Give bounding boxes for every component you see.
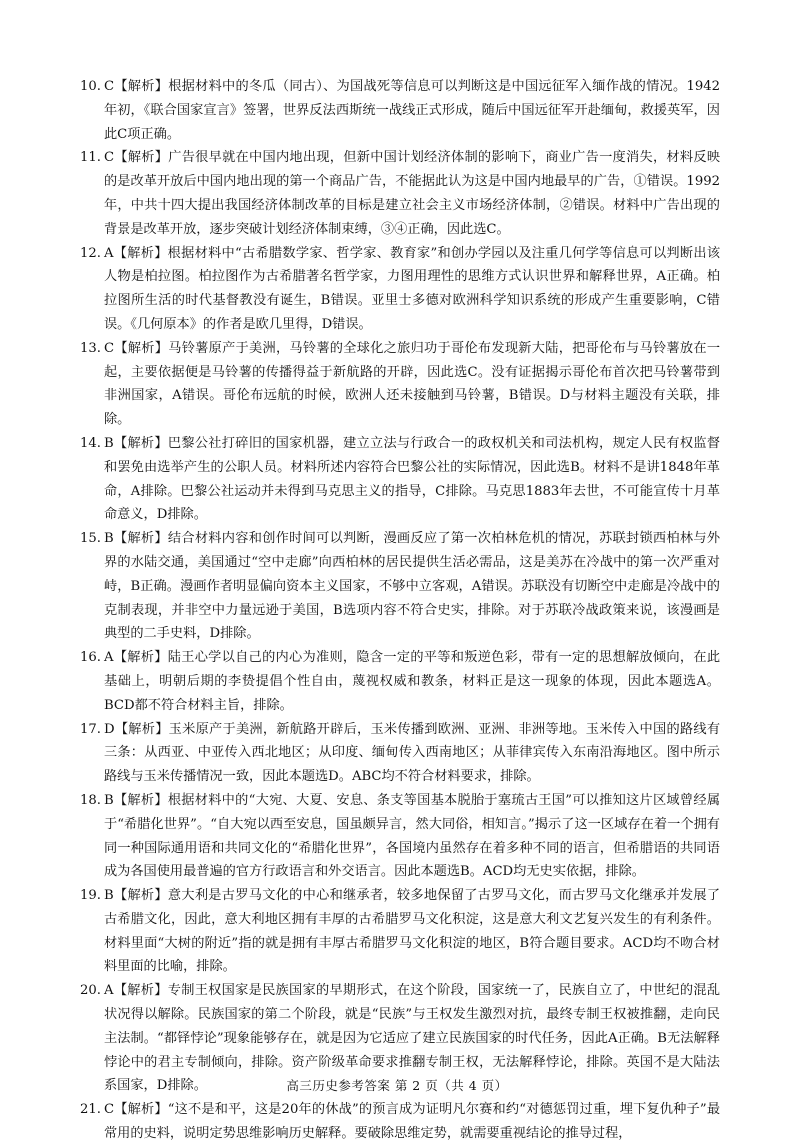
analysis-tag: 【解析】 [114, 79, 169, 94]
answer-item-18 [80, 789, 720, 884]
analysis-tag: 【解析】 [113, 435, 168, 451]
analysis-tag: 【解析】 [113, 888, 168, 904]
analysis-text: 根据材料中的“大宛、大夏、安息、条支等国基本脱胎于塞琉古王国”可以推知这片区域曾经属于“希腊化世界”。“自大宛以西至安息，国虽颇异言，然大同俗，相知言。”揭示了这一区域存在着一个拥有同一种国际通用语和共同文化的“希腊化世界”，各国境内虽然存在着多种不同的语言，但希腊语的共同语成为各国使用最普遍的官方行政语言和外交语言。因此本题选B。ACD均无史实依据，排除。 [104, 792, 721, 880]
answer-body [104, 1098, 720, 1146]
answer-choice: C [104, 1102, 115, 1118]
question-number: 12. [80, 245, 101, 261]
question-number: 20. [80, 983, 101, 999]
answer-item-11 [80, 146, 720, 241]
analysis-tag: 【解析】 [113, 245, 168, 261]
answer-body [104, 146, 720, 241]
question-number: 10. [80, 79, 101, 94]
answer-choice: B [104, 435, 114, 451]
analysis-text: 意大利是古罗马文化的中心和继承者，较多地保留了古罗马文化，而古罗马文化继承并发展了古希腊文化，因此，意大利地区拥有丰厚的古希腊罗马文化积淀，这是意大利文艺复兴发生的有利条件。材料里面“大树的附近”指的就是拥有丰厚古希腊罗马文化积淀的地区，B符合题目要求。ACD均不吻合材料里面的比喻，排除。 [104, 888, 721, 975]
answer-body [104, 718, 720, 789]
answer-choice: B [104, 531, 114, 547]
answer-item-19 [80, 884, 720, 979]
answer-list [80, 75, 720, 1146]
question-number: 13. [80, 340, 101, 356]
question-number: 11. [80, 150, 101, 166]
question-number: 15. [80, 531, 101, 547]
question-number: 19. [80, 888, 101, 904]
analysis-tag: 【解析】 [113, 983, 168, 999]
answer-item-16 [80, 646, 720, 717]
answer-body [104, 527, 720, 646]
answer-choice: D [104, 721, 115, 737]
answer-item-15 [80, 527, 720, 646]
question-number: 16. [80, 650, 101, 666]
page-footer: 高三历史参考答案 第 2 页（共 4 页） [286, 1078, 508, 1093]
analysis-tag: 【解析】 [114, 150, 169, 166]
answer-body [104, 242, 720, 337]
analysis-text: 陆王心学以自己的内心为准则，隐含一定的平等和叛逆色彩，带有一定的思想解放倾向，在此基础上，明朝后期的李贽提倡个性自由，蔑视权威和教条，材料正是这一现象的体现，因此本题选A。BCD都不符合材料主旨，排除。 [104, 650, 721, 713]
answer-choice: C [104, 150, 115, 166]
answer-choice: A [104, 650, 114, 666]
analysis-text: 玉米原产于美洲，新航路开辟后，玉米传播到欧洲、亚洲、非洲等地。玉米传入中国的路线有三条：从西亚、中亚传入西北地区；从印度、缅甸传入西南地区；从菲律宾传入东南沿海地区。图中所示路线与玉米传播情况一致，因此本题选D。ABC均不符合材料要求，排除。 [104, 721, 721, 785]
answer-body [104, 646, 720, 717]
analysis-tag: 【解析】 [113, 531, 168, 547]
analysis-text: 专制王权国家是民族国家的早期形式，在这个阶段，国家统一了，民族自立了，中世纪的混乱状况得以解除。民族国家的第二个阶段，就是“民族”与王权发生激烈对抗，最终专制王权被推翻，走向民主法制。“都铎悖论”现象能够存在，就是因为它适应了建立民族国家的时代任务，因此A正确。B无法解释悖论中的君主专制倾向，排除。资产阶级革命要求推翻专制王权，无法解释悖论，排除。英国不是大陆法系国家，D排除。 [104, 983, 721, 1094]
analysis-text: “这不是和平，这是20年的休战”的预言成为证明凡尔赛和约“对德惩罚过重，埋下复仇种子”最常用的史料，说明定势思维影响历史解释。要破除思维定势，就需要重视结论的推导过程， [104, 1102, 721, 1142]
answer-body [104, 789, 720, 884]
analysis-tag: 【解析】 [113, 650, 168, 666]
answer-item-12 [80, 242, 720, 337]
analysis-text: 巴黎公社打碎旧的国家机器，建立立法与行政合一的政权机关和司法机构，规定人民有权监督和罢免由选举产生的公职人员。材料所述内容符合巴黎公社的实际情况，因此选B。材料不是讲1848年革命，A排除。巴黎公社运动并未得到马克思主义的指导，C排除。马克思1883年去世，不可能宣传十月革命意义，D排除。 [104, 435, 721, 523]
answer-body [104, 337, 720, 432]
analysis-tag: 【解析】 [114, 721, 169, 737]
question-number: 17. [80, 721, 101, 737]
analysis-tag: 【解析】 [114, 1102, 168, 1118]
answer-choice: C [104, 79, 115, 94]
question-number: 18. [80, 792, 101, 808]
answer-choice: A [104, 245, 114, 261]
answer-choice: B [104, 792, 114, 808]
answer-body [104, 432, 720, 527]
analysis-text: 根据材料中的冬瓜（同古）、为国战死等信息可以判断这是中国远征军入缅作战的情况。1942年初，《联合国家宣言》签署，世界反法西斯统一战线正式形成，随后中国远征军开赴缅甸，救援英军，因此C项正确。 [104, 79, 720, 142]
answer-item-21 [80, 1098, 720, 1146]
question-number: 14. [80, 435, 101, 451]
analysis-text: 马铃薯原产于美洲，马铃薯的全球化之旅归功于哥伦布发现新大陆，把哥伦布与马铃薯放在一起，主要依据便是马铃薯的传播得益于新航路的开辟，因此选C。没有证据揭示哥伦布首次把马铃薯带到非洲国家，A错误。哥伦布远航的时候，欧洲人还未接触到马铃薯，B错误。D与材料主题没有关联，排除。 [104, 340, 721, 428]
answer-choice: C [104, 340, 115, 356]
answer-item-13 [80, 337, 720, 432]
answer-body [104, 75, 720, 146]
answer-item-10 [80, 75, 720, 146]
answer-choice: A [104, 983, 114, 999]
analysis-text: 结合材料内容和创作时间可以判断，漫画反应了第一次柏林危机的情况，苏联封锁西柏林与外界的水陆交通，美国通过“空中走廊”向西柏林的居民提供生活必需品，这是美苏在冷战中的第一次严重对峙，B正确。漫画作者明显偏向资本主义国家，不够中立客观，A错误。苏联没有切断空中走廊是冷战中的克制表现，并非空中力量远逊于美国，B选项内容不符合史实，排除。对于苏联冷战政策来说，该漫画是典型的二手史料，D排除。 [104, 531, 721, 642]
analysis-text: 根据材料中“古希腊数学家、哲学家、教育家”和创办学园以及注重几何学等信息可以判断出该人物是柏拉图。柏拉图作为古希腊著名哲学家，力图用理性的思维方式认识世界和解释世界，A正确。柏拉图所生活的时代基督教没有诞生，B错误。亚里士多德对欧洲科学知识系统的形成产生重要影响，C错误。《几何原本》的作者是欧几里得，D错误。 [104, 245, 721, 332]
analysis-text: 广告很早就在中国内地出现，但新中国计划经济体制的影响下，商业广告一度消失，材料反映的是改革开放后中国内地出现的第一个商品广告，不能据此认为这是中国内地最早的广告，①错误。1992年，中共十四大提出我国经济体制改革的目标是建立社会主义市场经济体制，②错误。材料中广告出现的背景是改革开放，逐步突破计划经济体制束缚，③④正确，因此选C。 [104, 150, 721, 237]
answer-body [104, 884, 720, 979]
analysis-tag: 【解析】 [113, 792, 168, 808]
answer-choice: B [104, 888, 114, 904]
answer-item-17 [80, 718, 720, 789]
analysis-tag: 【解析】 [114, 340, 169, 356]
answer-item-14 [80, 432, 720, 527]
question-number: 21. [80, 1102, 101, 1118]
